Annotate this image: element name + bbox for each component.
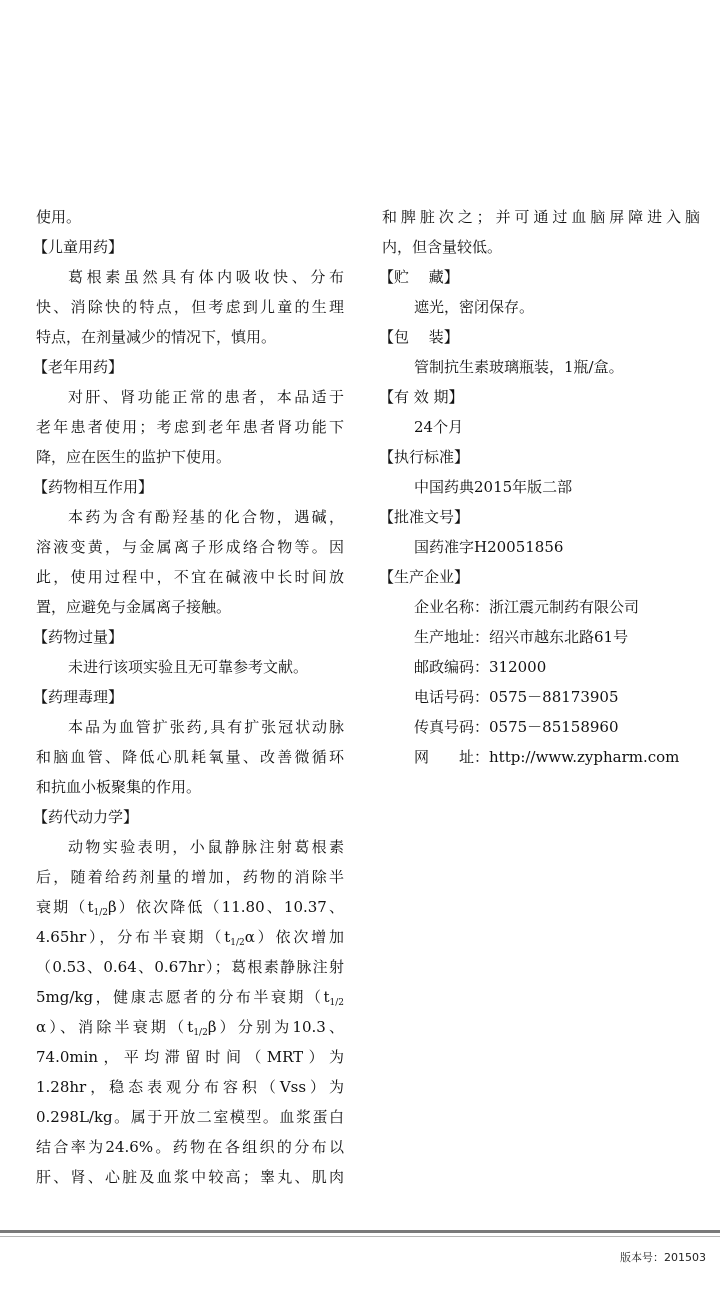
pk-text: β）依次降低（11.80、10.37、: [107, 898, 345, 916]
pediatric-line: 特点，在剂量减少的情况下，慎用。: [36, 328, 277, 346]
pk-line: 动物实验表明，小鼠静脉注射葛根素: [68, 838, 344, 856]
interactions-line: 此，使用过程中，不宜在碱液中长时间放: [36, 568, 344, 586]
pk-subscript: 1/2: [230, 938, 245, 948]
pk-line: 结合率为24.6%。药物在各组织的分布以: [36, 1138, 344, 1156]
company-address: 生产地址：绍兴市越东北路61号: [414, 628, 629, 646]
left-column: [33, 202, 345, 1192]
right-column: [379, 202, 700, 772]
pediatric-heading: 【儿童用药】: [33, 238, 124, 256]
storage-text: 遮光，密闭保存。: [414, 298, 535, 316]
interactions-line: 溶液变黄，与金属离子形成络合物等。因: [36, 538, 344, 556]
company-name: 企业名称：浙江震元制药有限公司: [414, 598, 640, 616]
pk-subscript: 1/2: [193, 1028, 208, 1038]
standard-text: 中国药典2015年版二部: [414, 478, 573, 496]
pediatric-line: 葛根素虽然具有体内吸收快、分布: [68, 268, 344, 286]
pk-text: 衰期（t: [36, 898, 94, 916]
footer-rule-thin: [0, 1236, 720, 1237]
pharmacology-line: 本品为血管扩张药,具有扩张冠状动脉: [68, 718, 344, 736]
company-website: 网 址：http://www.zypharm.com: [414, 748, 680, 766]
interactions-heading: 【药物相互作用】: [33, 478, 154, 496]
package-text: 管制抗生素玻璃瓶装，1瓶/盒。: [414, 358, 624, 376]
pk-heading: 【药代动力学】: [33, 808, 139, 826]
pk-line: 后，随着给药剂量的增加，药物的消除半: [36, 868, 344, 886]
interactions-line: 置，应避免与金属离子接触。: [36, 598, 232, 616]
package-heading: 【包 装】: [379, 328, 459, 346]
validity-text: 24个月: [414, 418, 464, 436]
pk-text: α）、消除半衰期（t: [36, 1018, 194, 1036]
pharmacology-line: 和抗血小板聚集的作用。: [36, 778, 202, 796]
pk-line: 0.298L/kg。属于开放二室模型。血浆蛋白: [36, 1108, 344, 1126]
company-phone: 电话号码：0575－88173905: [414, 688, 619, 706]
pk-continued-line: 和脾脏次之；并可通过血脑屏障进入脑: [382, 208, 700, 226]
pk-continued-line: 内，但含量较低。: [382, 238, 503, 256]
pk-line: 1.28hr，稳态表观分布容积（Vss）为: [36, 1078, 344, 1096]
interactions-line: 本药为含有酚羟基的化合物，遇碱，: [68, 508, 344, 526]
elderly-line: 对肝、肾功能正常的患者，本品适于: [68, 388, 344, 406]
pk-text: 4.65hr），分布半衰期（t: [36, 928, 231, 946]
pk-line: 74.0min，平均滞留时间（MRT）为: [36, 1048, 344, 1066]
pk-line: [36, 892, 344, 922]
version-number: 版本号：201503: [620, 1251, 706, 1264]
footer-rule-thick: [0, 1230, 720, 1233]
overdose-heading: 【药物过量】: [33, 628, 124, 646]
intro-text: 使用。: [36, 208, 82, 226]
pediatric-line: 快、消除快的特点，但考虑到儿童的生理: [36, 298, 344, 316]
pharmacology-heading: 【药理毒理】: [33, 688, 124, 706]
company-postcode: 邮政编码：312000: [414, 658, 547, 676]
elderly-line: 老年患者使用；考虑到老年患者肾功能下: [36, 418, 344, 436]
pk-subscript: 1/2: [93, 908, 108, 918]
pk-text: α）依次增加: [244, 928, 344, 946]
pk-text: β）分别为10.3、: [207, 1018, 344, 1036]
pk-line: [36, 1012, 344, 1042]
pk-line: [36, 922, 344, 952]
elderly-line: 降，应在医生的监护下使用。: [36, 448, 232, 466]
pk-line: [36, 982, 344, 1012]
pk-text: 5mg/kg，健康志愿者的分布半衰期（t: [36, 988, 330, 1006]
approval-heading: 【批准文号】: [379, 508, 470, 526]
manufacturer-heading: 【生产企业】: [379, 568, 470, 586]
storage-heading: 【贮 藏】: [379, 268, 459, 286]
pk-line: （0.53、0.64、0.67hr）；葛根素静脉注射: [36, 958, 344, 976]
standard-heading: 【执行标准】: [379, 448, 470, 466]
approval-text: 国药准字H20051856: [414, 538, 564, 556]
pharmacology-line: 和脑血管、降低心肌耗氧量、改善微循环: [36, 748, 344, 766]
validity-heading: 【有 效 期】: [379, 388, 464, 406]
overdose-line: 未进行该项实验且无可靠参考文献。: [68, 658, 309, 676]
pk-subscript: 1/2: [329, 998, 344, 1008]
elderly-heading: 【老年用药】: [33, 358, 124, 376]
company-fax: 传真号码：0575－85158960: [414, 718, 619, 736]
pk-line: 肝、肾、心脏及血浆中较高；睾丸、肌肉: [36, 1168, 344, 1186]
